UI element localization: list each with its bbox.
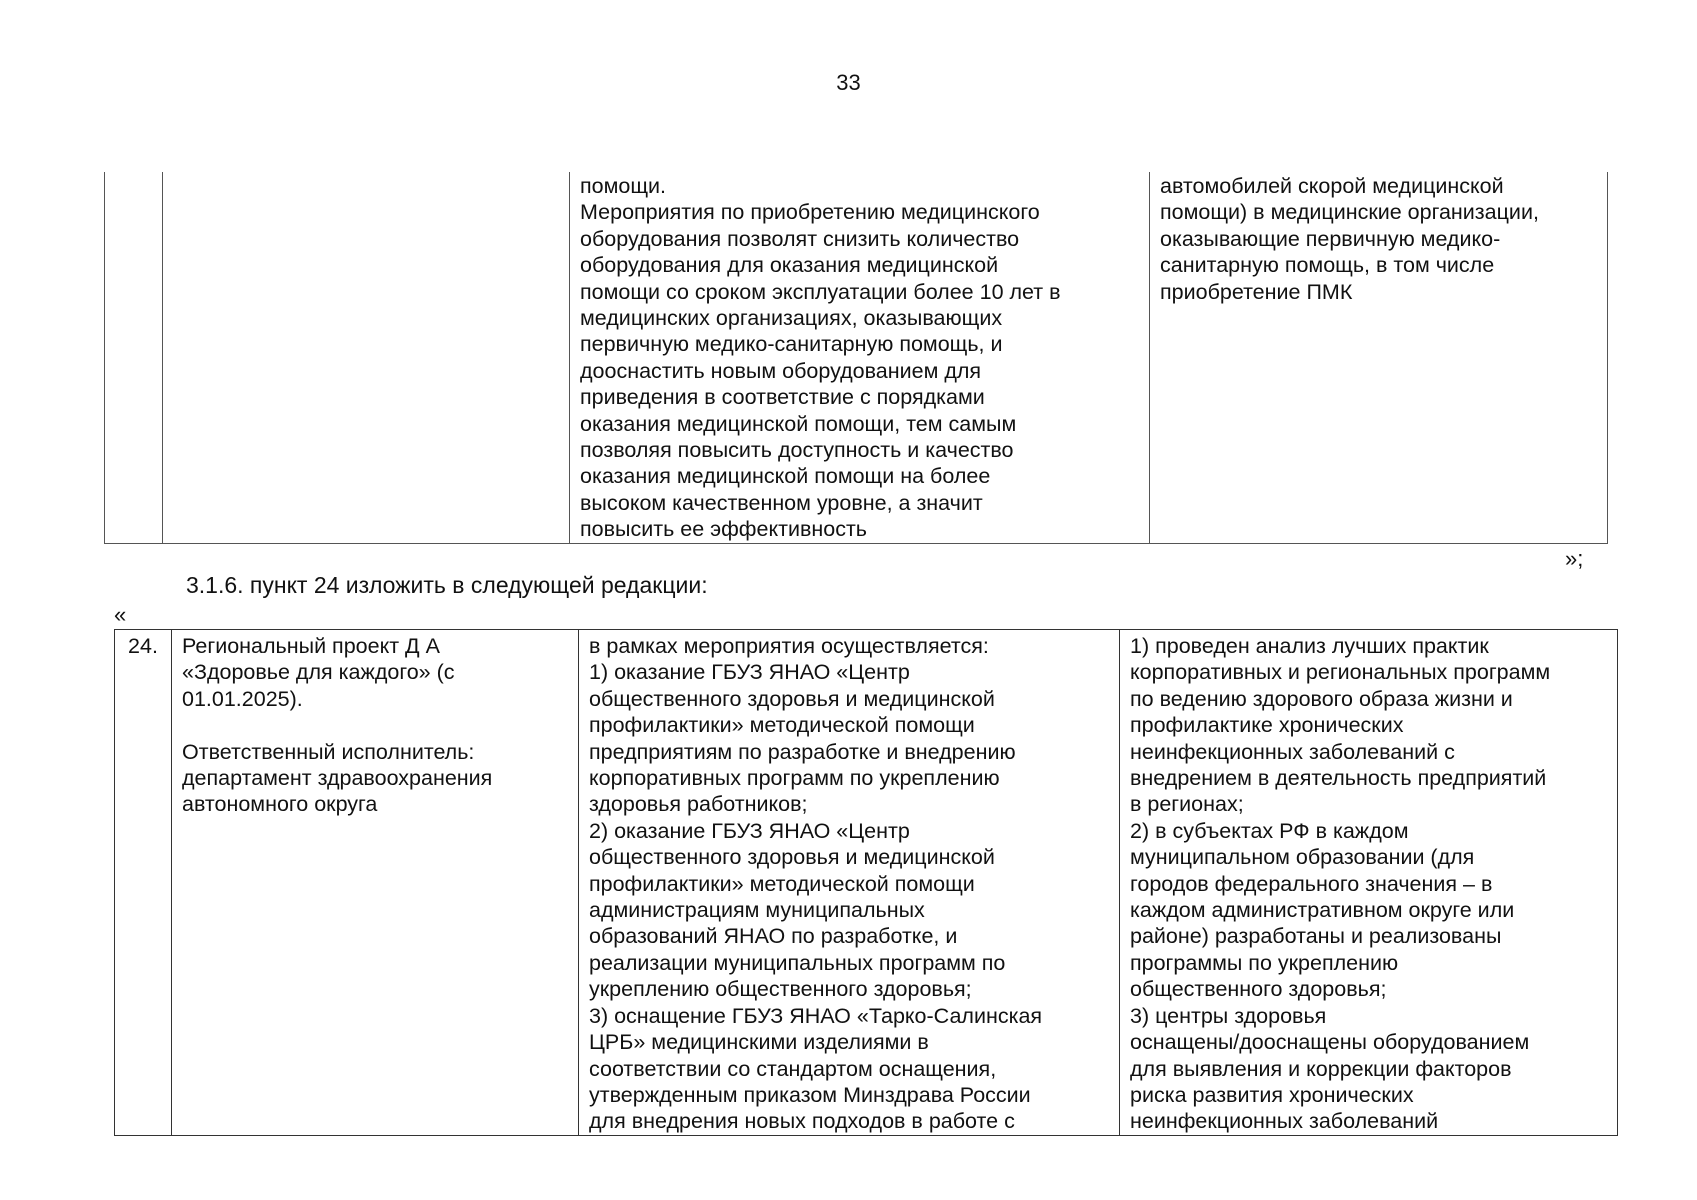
amendment-instruction: 3.1.6. пункт 24 изложить в следующей редакции: bbox=[186, 572, 708, 598]
row-number-cell bbox=[105, 172, 163, 543]
result-cell bbox=[1120, 630, 1618, 1136]
result-text: 1) проведен анализ лучших практик корпоративных и региональных программ по ведению здорового образа жизни и профилактике хронических неинфекционных заболеваний с внедрением в деятельность предприятий в регионах; 2) в субъектах РФ в каждом муниципальном образовании (для городов федерального значения – в каждом административном округе или районе) разработаны и реализованы программы по укреплению общественного здоровья; 3) центры здоровья оснащены/дооснащены оборудованием для выявления и коррекции факторов риска развития хронических неинфекционных заболеваний bbox=[1130, 634, 1551, 1134]
description-text: помощи. Мероприятия по приобретению медицинского оборудования позволят снизить количество оборудования для оказания медицинской помощи со сроком эксплуатации более 10 лет в медицинских организациях, оказывающих первичную медико-санитарную помощь, и дооснастить новым оборудованием для приведения в соответствие с порядками оказания медицинской помощи, тем самым позволяя повысить доступность и качество оказания медицинской помощи на более высоком качественном уровне, а значит повысить ее эффективность bbox=[580, 174, 1061, 542]
table-continuation bbox=[104, 172, 1608, 544]
page-number: 33 bbox=[836, 70, 861, 95]
result-cell bbox=[1150, 172, 1608, 543]
project-name-cell bbox=[163, 172, 570, 543]
result-text: автомобилей скорой медицинской помощи) в медицинские организации, оказывающие первичную медико- санитарную помощь, в том числе приобретение ПМК bbox=[1160, 174, 1539, 304]
table-row bbox=[105, 172, 1608, 543]
closing-quote: »; bbox=[1565, 546, 1584, 571]
table-row bbox=[115, 630, 1618, 1136]
opening-quote: « bbox=[114, 602, 127, 627]
description-cell bbox=[570, 172, 1150, 543]
project-name: Региональный проект Д А «Здоровье для каждого» (с 01.01.2025). Ответственный исполнитель: департамент здравоохранения автономного округа bbox=[182, 634, 493, 817]
description-text: в рамках мероприятия осуществляется: 1) оказание ГБУЗ ЯНАО «Центр общественного здоровья и медицинской профилактики» методической помощи предприятиям по разработке и внедрению корпоративных программ по укреплению здоровья работников; 2) оказание ГБУЗ ЯНАО «Центр общественного здоровья и медицинской профилактики» методической помощи администрациям муниципальных образований ЯНАО по разработке, и реализации муниципальных программ по укреплению общественного здоровья; 3) оснащение ГБУЗ ЯНАО «Тарко-Салинская ЦРБ» медицинскими изделиями в соответствии со стандартом оснащения, утвержденным приказом Минздрава России для внедрения новых подходов в работе с bbox=[589, 634, 1043, 1134]
description-cell bbox=[579, 630, 1120, 1136]
table-item-24 bbox=[114, 629, 1618, 1136]
project-name-cell bbox=[172, 630, 579, 1136]
row-number: 24. bbox=[128, 634, 158, 658]
row-number-cell bbox=[115, 630, 172, 1136]
